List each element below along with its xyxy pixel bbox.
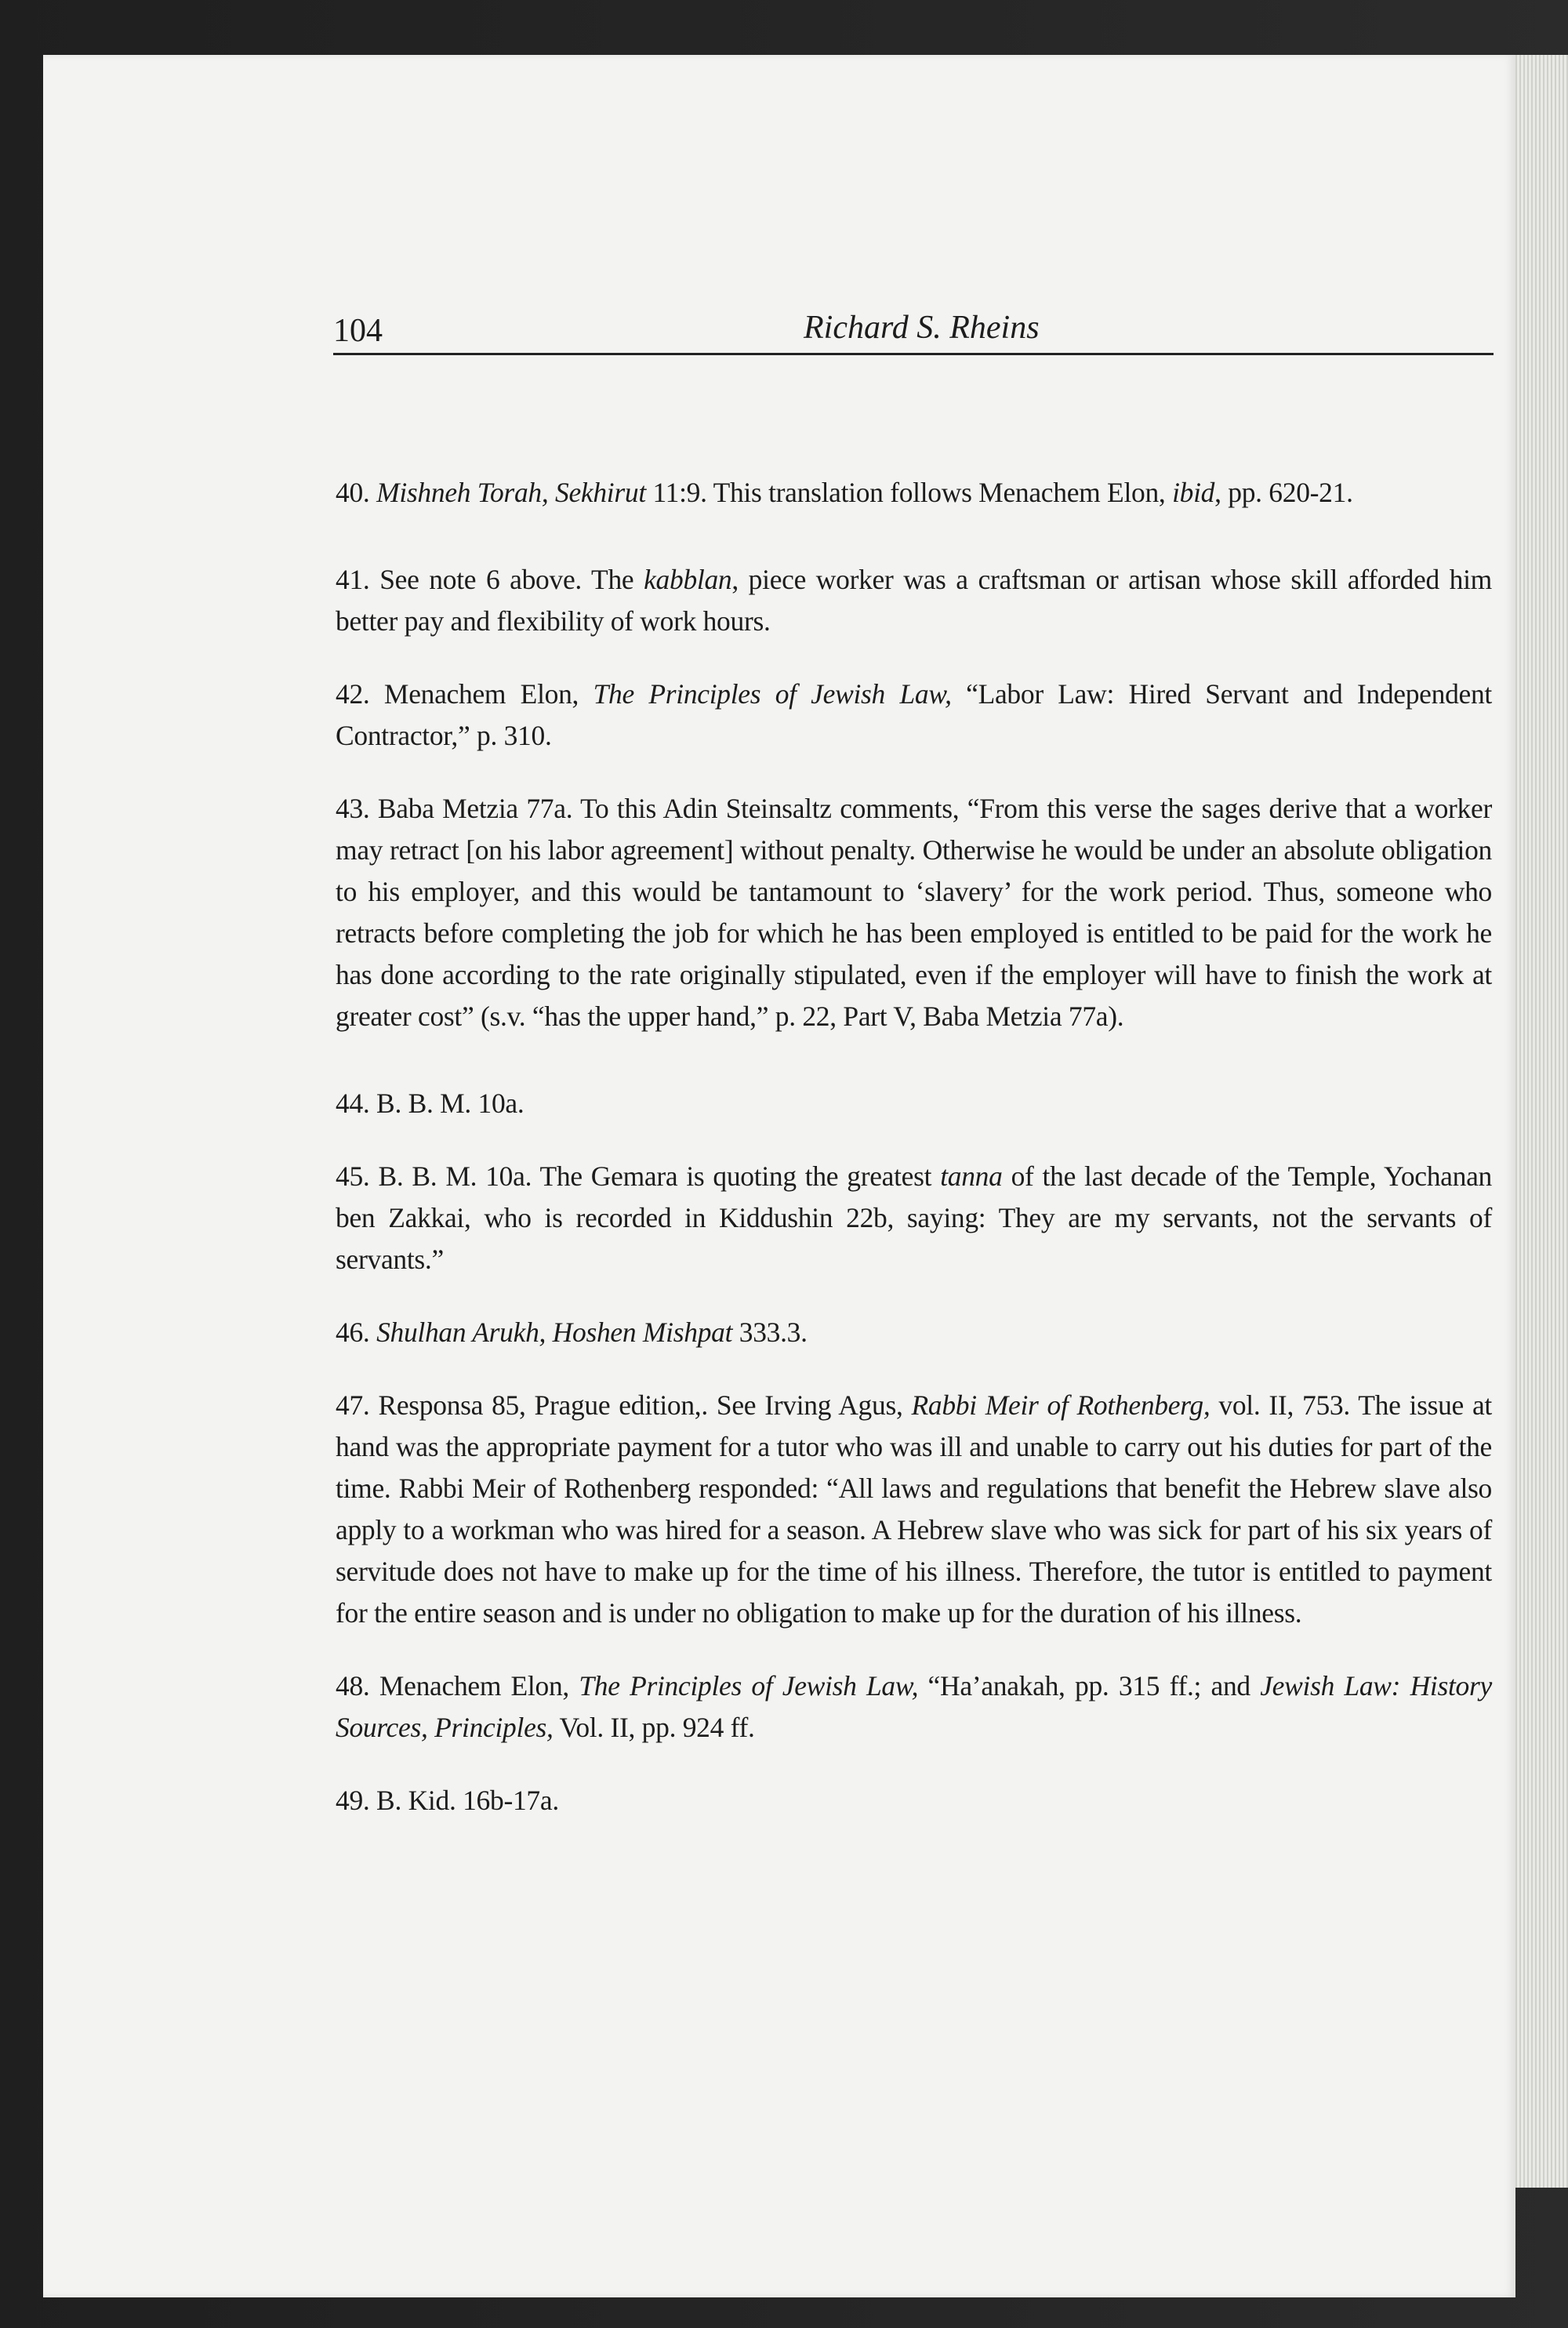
note-text: “Labor Law: Hired Servant and Independent Contractor,” p. 310. — [336, 678, 1493, 751]
note-text: Menachem Elon, — [369, 678, 593, 710]
note-text: Baba Metzia 77a. To this Adin Steinsaltz comments, “From this verse the sages derive that a worker may retract [on his labor agreement] without penalty. Otherwise he would be under an absolute obligation to his employer, and this would be tantamount to ‘slavery’ for the work period. Thus, someone who retracts before completing the job for which he has been employed is entitled to be paid for the work he has done according to the rate originally stipulated, even if the employer will have to finish the work at greater cost” (s.v. “has the upper hand,” p. 22, Part V, Baba Metzia 77a). — [336, 793, 1492, 1032]
note-41 — [336, 559, 1492, 642]
note-text: of the last decade of the Temple, Yochanan ben Zakkai, who is recorded in Kiddushin 22b, saying: They are my servants, not the servants of servants.” — [336, 1160, 1492, 1275]
note-italic: tanna — [940, 1160, 1003, 1192]
note-text: , pp. 620-21. — [1214, 477, 1353, 508]
note-italic: Shulhan Arukh, Hoshen Mishpat — [376, 1317, 733, 1348]
note-40 — [336, 472, 1492, 514]
note-text: Menachem Elon, — [369, 1670, 579, 1702]
note-44 — [336, 1083, 1492, 1124]
note-italic: Jewish Law: History Sources, Principles, — [336, 1670, 1492, 1743]
note-italic: The Principles of Jewish Law, — [593, 678, 952, 710]
note-49 — [336, 1780, 1492, 1821]
note-number: 41. — [336, 564, 370, 595]
book-page — [43, 55, 1515, 2297]
note-text: B. B. M. 10a. — [369, 1088, 524, 1119]
note-number: 49. — [336, 1785, 370, 1816]
running-title: Richard S. Rheins — [804, 310, 1040, 346]
note-text: B. Kid. 16b-17a. — [369, 1785, 559, 1816]
note-number: 48. — [336, 1670, 370, 1702]
note-text: See note 6 above. The — [369, 564, 644, 595]
note-number: 43. — [336, 793, 370, 824]
note-text: Responsa 85, Prague edition,. See Irving Agus, — [369, 1389, 912, 1421]
note-text: B. B. M. 10a. The Gemara is quoting the greatest — [369, 1160, 941, 1192]
note-number: 46. — [336, 1317, 370, 1348]
note-text: , piece worker was a craftsman or artisan whose skill afforded him better pay and flexibility of work hours. — [336, 564, 1492, 637]
note-number: 45. — [336, 1160, 370, 1192]
note-42 — [336, 674, 1492, 757]
note-number: 42. — [336, 678, 370, 710]
endnotes — [336, 472, 1492, 1821]
note-text: “Ha’anakah, pp. 315 ff.; and — [918, 1670, 1261, 1702]
note-italic: kabblan — [644, 564, 732, 595]
note-48 — [336, 1665, 1492, 1749]
note-46 — [336, 1312, 1492, 1353]
note-text: Vol. II, pp. 924 ff. — [553, 1712, 755, 1743]
note-text: vol. II, 753. The issue at hand was the appropriate payment for a tutor who was ill and unable to carry out his duties for part of the time. Rabbi Meir of Rothenberg responded: “All laws and regulations that benefit the Hebrew slave also apply to a workman who was hired for a season. A Hebrew slave who was sick for part of his six years of servitude does not have to make up for the time of his illness. Therefore, the tutor is entitled to payment for the entire season and is under no obligation to make up for the duration of his illness. — [336, 1389, 1492, 1629]
note-text: 11:9. This translation follows Menachem Elon, — [645, 477, 1173, 508]
running-header — [333, 306, 1494, 355]
note-number: 47. — [336, 1389, 370, 1421]
note-number: 40. — [336, 477, 370, 508]
note-text: 333.3. — [732, 1317, 808, 1348]
page-edges — [1509, 55, 1568, 2188]
note-43 — [336, 788, 1492, 1037]
note-47 — [336, 1385, 1492, 1634]
note-italic: Rabbi Meir of Rothenberg, — [911, 1389, 1210, 1421]
page-number: 104 — [333, 313, 383, 349]
note-45 — [336, 1156, 1492, 1280]
note-italic: ibid — [1172, 477, 1215, 508]
note-italic: The Principles of Jewish Law, — [579, 1670, 919, 1702]
note-italic: Mishneh Torah, Sekhirut — [376, 477, 646, 508]
note-number: 44. — [336, 1088, 370, 1119]
